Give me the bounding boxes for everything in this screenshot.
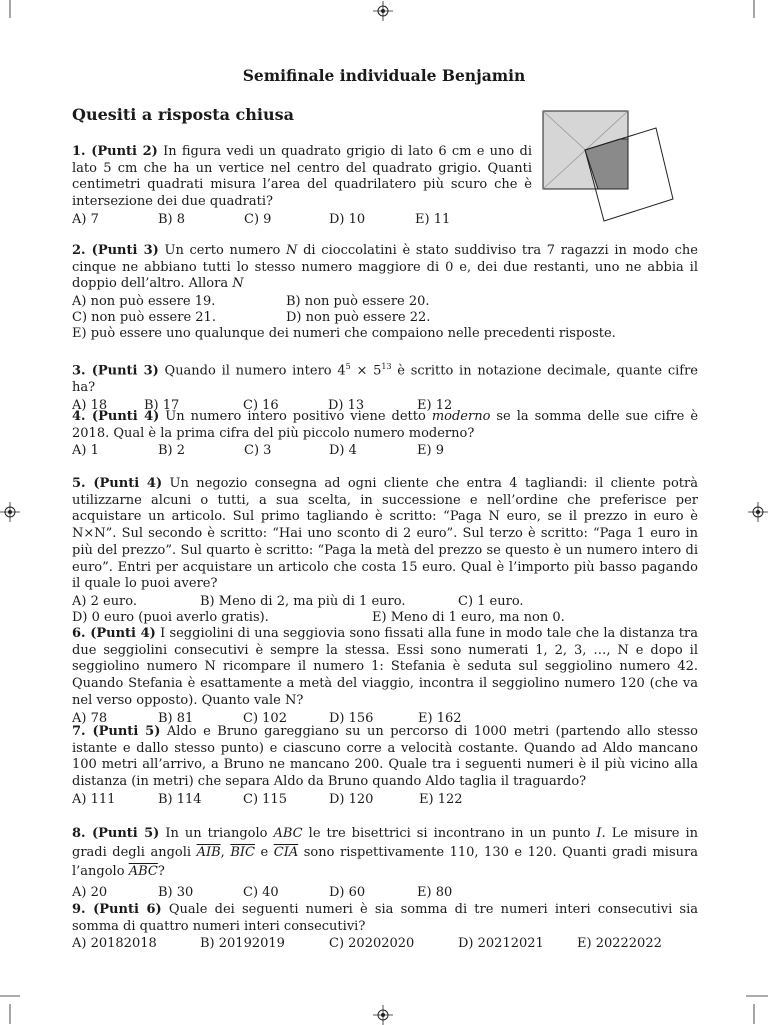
question-text-cont-2: Le misure in gradi degli angoli bbox=[72, 826, 699, 860]
option-e[interactable]: E) può essere uno qualunque dei numeri che compaiono nelle precedenti risposte. bbox=[72, 326, 616, 342]
separator: , bbox=[220, 845, 225, 860]
question-text: Quale dei seguenti numeri è sia somma di tre numeri interi consecutivi sia somma di quattro numeri interi consecutivi? bbox=[72, 902, 698, 934]
option-b[interactable]: B) 114 bbox=[158, 791, 202, 807]
crop-mark-bottom-right bbox=[740, 990, 768, 1024]
option-d[interactable]: D) 4 bbox=[329, 443, 357, 459]
question-1 bbox=[72, 144, 532, 229]
question-3 bbox=[72, 359, 698, 415]
question-text: I seggiolini di una seggiovia sono fissati alla fune in modo tale che la distanza tra due seggiolini consecutivi è sempre la stessa. Essi sono numerati 1, 2, 3, …, N e dopo il seggiolino numero N ricompare il numero 1: Stefania è seduta sul seggiolino numero 42. Quando Stefania è esattamente a metà del viaggio, incontra il seggiolino numero 120 (che va nel verso opposto). Quanto vale N? bbox=[72, 626, 698, 708]
answer-options-row-1 bbox=[72, 594, 698, 611]
question-label: 3. (Punti 3) bbox=[72, 363, 159, 379]
angle-bic: $\overline{BIC}$ bbox=[230, 845, 255, 860]
question-text-cont: di cioccolatini è stato suddiviso tra 7 ragazzi in modo che cinque ne abbiano tutti lo stesso numero maggiore di 0 e, dei due restanti, uno ne abbia il doppio dell’altro. Allora bbox=[72, 243, 698, 292]
exponent-5: 5 bbox=[345, 362, 351, 371]
question-text: Un negozio consegna ad ogni cliente che entra 4 tagliandi: il cliente potrà utilizzarne alcuni o tutti, a sua scelta, in successione e nell’ordine che preferisce per acquistare un articolo. Sul primo tagliando è scritto: “Paga N euro, se il prezzo in euro è N×N”. Sul secondo è scritto: “Hai uno sconto di 2 euro”. Sul terzo è scritto: “Paga 1 euro in più del prezzo”. Sul quarto è scritto: “Paga la metà del prezzo se questo è un numero intero di euro”. Entri per acquistare un articolo che costa 15 euro. Qual è l’importo più basso pagando il quale lo puoi avere? bbox=[72, 476, 698, 592]
page-title: Semifinale individuale Benjamin bbox=[242, 66, 526, 85]
crop-mark-bottom-left bbox=[0, 990, 40, 1024]
option-c[interactable]: C) 9 bbox=[244, 211, 272, 227]
angle-cia: $\overline{CIA}$ bbox=[273, 845, 299, 860]
option-b[interactable]: B) Meno di 2, ma più di 1 euro. bbox=[200, 593, 406, 609]
option-c[interactable]: C) 102 bbox=[243, 710, 287, 726]
question-label: 6. (Punti 4) bbox=[72, 626, 156, 641]
registration-mark-left bbox=[0, 502, 20, 522]
option-d[interactable]: D) 20212021 bbox=[458, 936, 544, 952]
term-moderno: moderno bbox=[431, 409, 491, 424]
answer-options-row-2 bbox=[72, 610, 698, 627]
question-text: Aldo e Bruno gareggiano su un percorso di 1000 metri (partendo allo stesso istante e dallo stesso punto) e ciascuno corre a velocità costante. Quando ad Aldo mancano 100 metri all’arrivo, a Bruno ne mancano 200. Quale tra i seguenti numeri è il più vicino alla distanza (in metri) che separa Aldo da Bruno quando Aldo taglia il traguardo? bbox=[72, 724, 699, 790]
answer-options-row-2 bbox=[72, 310, 698, 327]
triangle-name: ABC bbox=[273, 826, 303, 841]
option-b[interactable]: B) 81 bbox=[158, 710, 194, 726]
option-e[interactable]: E) Meno di 1 euro, ma non 0. bbox=[372, 609, 565, 625]
option-a[interactable]: A) 20182018 bbox=[72, 936, 157, 952]
question-text: In un triangolo bbox=[165, 826, 268, 841]
option-b[interactable]: B) non può essere 20. bbox=[286, 294, 430, 310]
option-d[interactable]: D) 0 euro (puoi averlo gratis). bbox=[72, 609, 269, 625]
option-b[interactable]: B) 17 bbox=[144, 397, 180, 413]
question-2 bbox=[72, 243, 698, 343]
registration-mark-bottom bbox=[373, 1005, 393, 1025]
question-9 bbox=[72, 902, 698, 953]
angle-abc: $\overline{ABC}$ bbox=[128, 864, 158, 879]
crop-mark-top-right bbox=[740, 0, 768, 24]
question-7 bbox=[72, 724, 698, 809]
question-text: Quando il numero intero 4 bbox=[164, 363, 346, 379]
answer-options bbox=[72, 936, 698, 953]
question-label: 9. (Punti 6) bbox=[72, 902, 162, 917]
option-e[interactable]: E) 122 bbox=[419, 791, 463, 807]
separator: e bbox=[260, 845, 269, 860]
answer-options bbox=[72, 443, 698, 460]
option-e[interactable]: E) 162 bbox=[418, 710, 462, 726]
question-text: Un numero intero positivo viene detto bbox=[165, 409, 426, 424]
question-text-end: è scritto in notazione decimale, quante cifre ha? bbox=[72, 363, 698, 396]
answer-options bbox=[72, 792, 698, 809]
option-a[interactable]: A) 20 bbox=[72, 885, 108, 900]
option-b[interactable]: B) 8 bbox=[158, 211, 186, 227]
option-c[interactable]: C) 1 euro. bbox=[458, 593, 524, 609]
incenter-point: I. bbox=[596, 826, 606, 841]
option-e[interactable]: E) 12 bbox=[417, 397, 453, 413]
option-e[interactable]: E) 80 bbox=[417, 885, 453, 900]
option-d[interactable]: D) 156 bbox=[329, 710, 374, 726]
question-label: 4. (Punti 4) bbox=[72, 409, 160, 424]
section-heading: Quesiti a risposta chiusa bbox=[72, 105, 294, 124]
option-c[interactable]: C) 40 bbox=[243, 885, 279, 900]
option-a[interactable]: A) 78 bbox=[72, 710, 108, 726]
variable-n: N bbox=[286, 243, 298, 258]
option-a[interactable]: A) 18 bbox=[72, 397, 108, 413]
option-c[interactable]: C) 3 bbox=[244, 443, 272, 459]
answer-options bbox=[72, 212, 532, 229]
option-a[interactable]: A) 1 bbox=[72, 443, 99, 459]
question-text-cont: le tre bisettrici si incontrano in un punto bbox=[308, 826, 591, 841]
option-c[interactable]: C) 16 bbox=[243, 397, 279, 413]
option-a[interactable]: A) 7 bbox=[72, 211, 99, 227]
angle-aib: $\overline{AIB}$ bbox=[196, 845, 221, 860]
exponent-13: 13 bbox=[381, 362, 392, 371]
question-4 bbox=[72, 409, 698, 460]
registration-mark-top bbox=[373, 1, 393, 21]
option-b[interactable]: B) 2 bbox=[158, 443, 186, 459]
option-b[interactable]: B) 30 bbox=[158, 885, 194, 900]
question-label: 2. (Punti 3) bbox=[72, 243, 159, 258]
question-8 bbox=[72, 824, 698, 900]
option-d[interactable]: D) 13 bbox=[328, 397, 365, 413]
question-6 bbox=[72, 626, 698, 728]
option-a[interactable]: A) 111 bbox=[72, 791, 116, 807]
option-c[interactable]: C) 115 bbox=[243, 791, 287, 807]
question-mark: ? bbox=[157, 864, 165, 879]
squares-figure bbox=[538, 104, 678, 230]
option-b[interactable]: B) 20192019 bbox=[200, 936, 285, 952]
question-text-cont-3: sono rispettivamente 110, 130 e 120. Quanti gradi misura l’angolo bbox=[72, 845, 698, 879]
option-e[interactable]: E) 11 bbox=[415, 211, 451, 227]
answer-options-row-1 bbox=[72, 294, 698, 311]
question-text: Un certo numero bbox=[164, 243, 281, 258]
question-label: 8. (Punti 5) bbox=[72, 826, 160, 841]
option-a[interactable]: A) non può essere 19. bbox=[72, 294, 216, 310]
question-label: 1. (Punti 2) bbox=[72, 144, 158, 159]
question-5 bbox=[72, 476, 698, 627]
option-d[interactable]: D) 120 bbox=[329, 791, 374, 807]
question-text: In figura vedi un quadrato grigio di lato 6 cm e uno di lato 5 cm che ha un vertice nel centro del quadrato grigio. Quanti centimetri quadrati misura l’area del quadrilatero più scuro che è intersezione dei due quadrati? bbox=[72, 144, 532, 210]
crop-mark-top-left bbox=[0, 0, 40, 24]
option-d[interactable]: D) non può essere 22. bbox=[286, 310, 431, 326]
question-label: 7. (Punti 5) bbox=[72, 724, 161, 739]
option-d[interactable]: D) 10 bbox=[329, 211, 366, 227]
option-e[interactable]: E) 20222022 bbox=[577, 936, 662, 952]
option-a[interactable]: A) 2 euro. bbox=[72, 593, 138, 609]
question-label: 5. (Punti 4) bbox=[72, 476, 163, 491]
option-d[interactable]: D) 60 bbox=[329, 885, 366, 900]
question-text-cont: se la somma delle sue cifre è 2018. Qual è la prima cifra del più piccolo numero moderno? bbox=[72, 409, 699, 441]
answer-options bbox=[72, 883, 698, 900]
option-c[interactable]: C) 20202020 bbox=[329, 936, 415, 952]
registration-mark-right bbox=[748, 502, 768, 522]
option-c[interactable]: C) non può essere 21. bbox=[72, 310, 216, 326]
variable-n: N bbox=[232, 276, 244, 292]
answer-options-row-3 bbox=[72, 326, 698, 343]
option-e[interactable]: E) 9 bbox=[417, 443, 444, 459]
question-text-cont: × 5 bbox=[356, 363, 382, 379]
